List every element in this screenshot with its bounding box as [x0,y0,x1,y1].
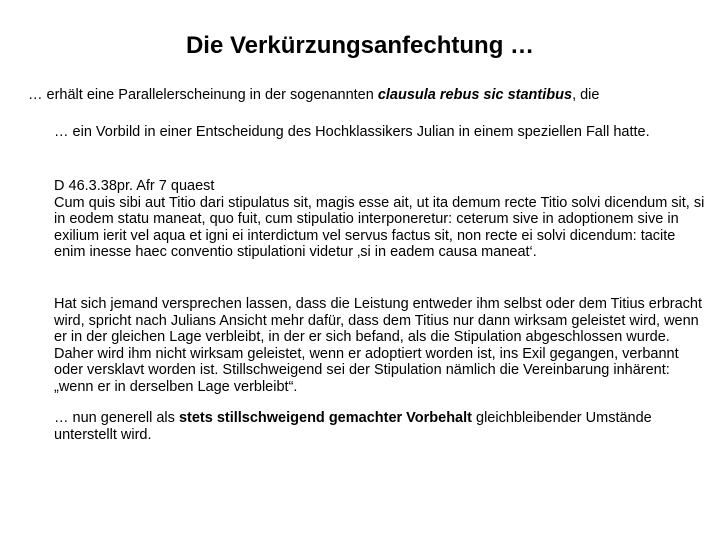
vorbild-paragraph: … ein Vorbild in einer Entscheidung des Hochklassikers Julian in einem speziellen Fall hatte. [54,124,650,140]
vorbehalt-term: stets stillschweigend gemachter Vorbehalt [178,410,472,426]
german-translation: Hat sich jemand versprechen lassen, dass die Leistung entweder ihm selbst oder dem Titius erbracht wird, spricht nach Julians Ansicht mehr dafür, dass dem Titius nur dann wirksam geleistet wird, wenn er in der gleichen Lage verbleibt, in der er sich befand, als die Stipulation abgeschlossen wurde. Daher wird ihm nicht wirksam geleistet, wenn er adoptiert worden ist, ins Exil gegangen, verbannt oder versklavt worden ist. Stillschweigend sei der Stipulation nämlich die Vereinbarung inhärent: „wenn er in derselben Lage verbleibt“. [54,296,702,395]
conclusion-paragraph [54,410,706,443]
source-block [54,178,706,261]
latin-source-text: Cum quis sibi aut Titio dari stipulatus sit, magis esse ait, ut ita demum recte Titio solvi dicendum sit, si in eodem statu maneat, quo fuit, cum stipulatio interponeretur: ceterum sive in adoptionem sive in exilium ierit vel aqua et igni ei interdictum vel servus factus sit, non recte ei solvi dicendum: tacite enim inesse haec conventio stipulationi videtur ‚si in eadem causa maneat‘. [54,194,705,260]
conclusion-text-after: gleichbleibender Umstände unterstellt wird. [54,410,652,443]
intro-paragraph [28,86,708,104]
intro-text-after: , die [572,87,600,103]
source-citation: D 46.3.38pr. Afr 7 quaest [54,178,215,194]
slide-title: Die Verkürzungsanfechtung … [185,32,535,59]
conclusion-text-before: … nun generell als [54,410,179,426]
clausula-term: clausula rebus sic stantibus [377,87,573,103]
intro-text-before: … erhält eine Parallelerscheinung in der sogenannten [28,87,378,103]
